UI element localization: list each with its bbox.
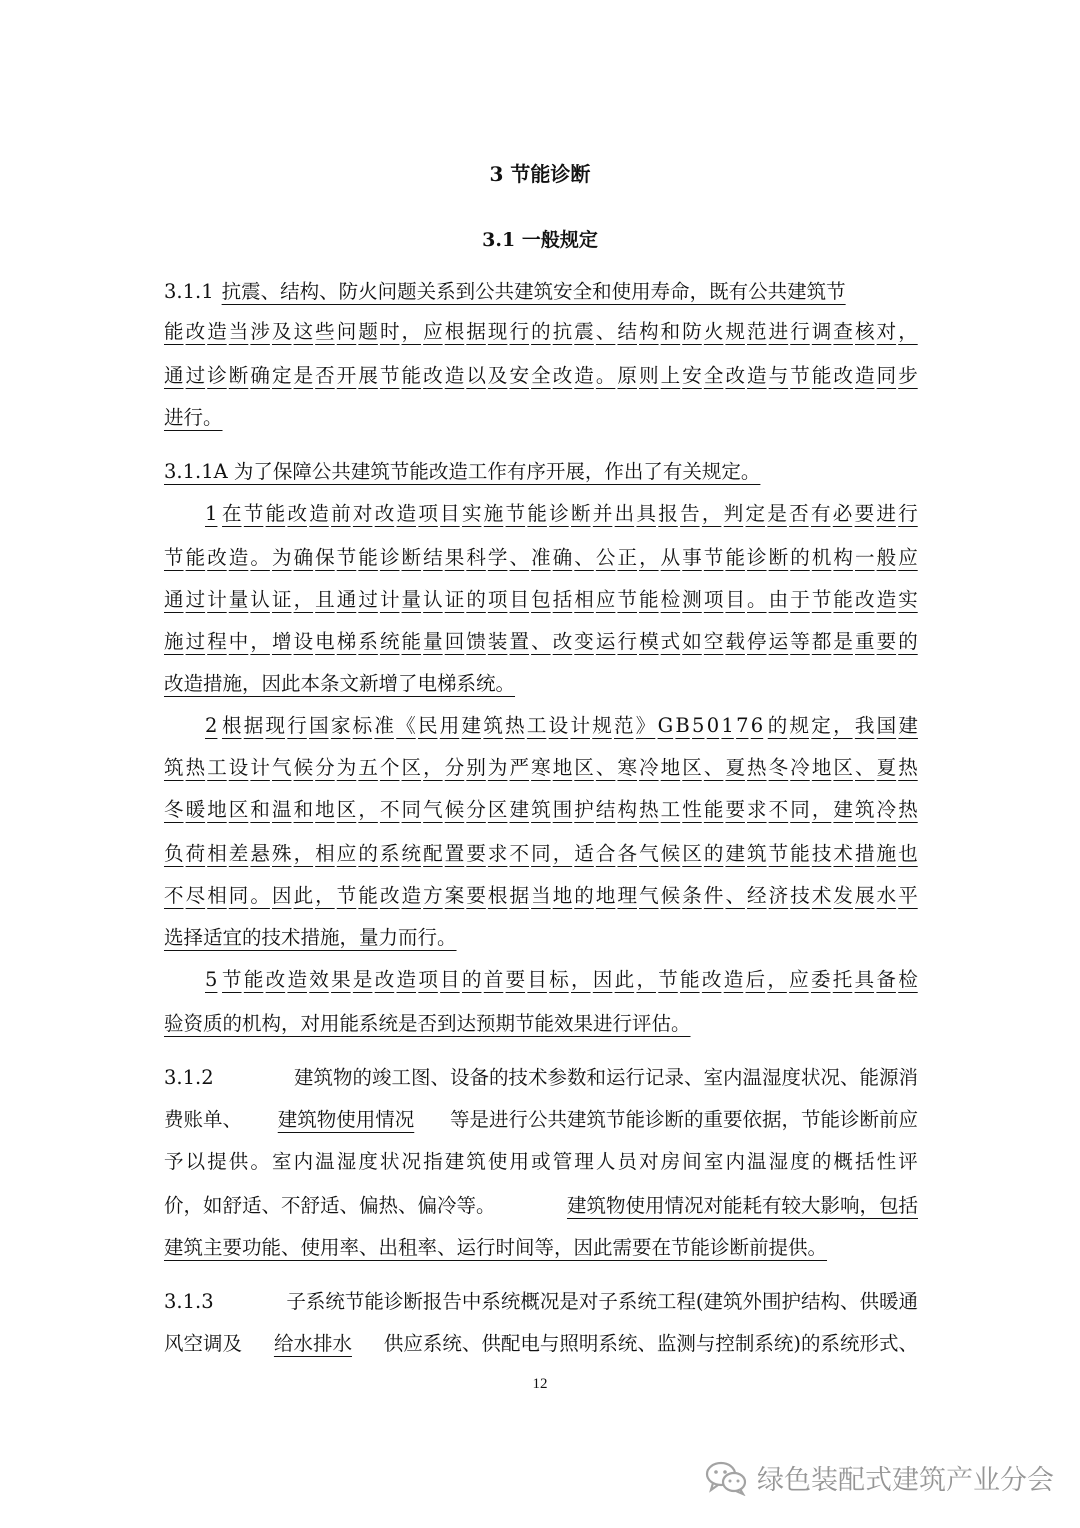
text-line: 1 在 节 能 改 造 前 对 改 造 项 目 实 施 节 能 诊 断 并 出 具 报 告 ， 判 定 是 否 有 必 要 进 行 — [205, 502, 918, 525]
text-run: 价，如舒适、不舒适、偏热、偏冷等。 — [164, 1194, 496, 1217]
text-line: 通 过 计 量 认 证 ， 且 通 过 计 量 认 证 的 项 目 包 括 相 应 节 能 检 测 项 目 。 由 于 节 能 改 造 实 — [164, 588, 918, 611]
text-line — [164, 278, 918, 306]
page-number: 12 — [532, 1376, 548, 1392]
watermark-text: 绿色装配式建筑产业分会 — [757, 1465, 1054, 1496]
text-line: 通 过 诊 断 确 定 是 否 开 展 节 能 改 造 以 及 安 全 改 造 。 原 则 上 安 全 改 造 与 节 能 改 造 同 步 — [164, 364, 918, 387]
text-line: 节 能 改 造 。 为 确 保 节 能 诊 断 结 果 科 学 、 准 确 、 公 正 ， 从 事 节 能 诊 断 的 机 构 一 般 应 — [164, 546, 918, 569]
text-line — [164, 1192, 918, 1220]
text-line: 3.1.1A 为了保障公共建筑节能改造工作有序开展，作出了有关规定。 — [164, 460, 761, 483]
clause-number: 3.1.2 — [164, 1066, 214, 1089]
text-run-underlined: 建筑物使用情况 — [277, 1108, 415, 1131]
text-run: 风空调及 — [164, 1332, 243, 1355]
text-line: 负 荷 相 差 悬 殊 ， 相 应 的 系 统 配 置 要 求 不 同 ， 适 合 各 气 候 区 的 建 筑 节 能 技 术 措 施 也 — [164, 842, 918, 865]
text-line — [164, 1106, 918, 1134]
text-line: 2 根 据 现 行 国 家 标 准 《 民 用 建 筑 热 工 设 计 规 范 》 G B 5 0 1 7 6 的 规 定 ， 我 国 建 — [205, 714, 918, 737]
text-run-underlined: 给水排水 — [273, 1332, 352, 1355]
watermark — [705, 1458, 1054, 1497]
text-line: 施 过 程 中 ， 增 设 电 梯 系 统 能 量 回 馈 装 置 、 改 变 运 行 模 式 如 空 载 停 运 等 都 是 重 要 的 — [164, 630, 918, 653]
text-line: 5 节 能 改 造 效 果 是 改 造 项 目 的 首 要 目 标 ， 因 此 ， 节 能 改 造 后 ， 应 委 托 具 备 检 — [205, 968, 918, 991]
text-line: 不 尽 相 同 。 因 此 ， 节 能 改 造 方 案 要 根 据 当 地 的 地 理 气 候 条 件 、 经 济 技 术 发 展 水 平 — [164, 884, 918, 907]
chapter-title: 3 节能诊断 — [489, 162, 591, 186]
text-line: 改造措施，因此本条文新增了电梯系统。 — [164, 672, 516, 695]
text-line: 能 改 造 当 涉 及 这 些 问 题 时 ， 应 根 据 现 行 的 抗 震 、 结 构 和 防 火 规 范 进 行 调 查 核 对 ， — [164, 320, 918, 343]
text-line: 冬 暖 地 区 和 温 和 地 区 ， 不 同 气 候 分 区 建 筑 围 护 结 构 热 工 性 能 要 求 不 同 ， 建 筑 冷 热 — [164, 798, 918, 821]
text-line — [164, 1330, 918, 1358]
text-run: 等是进行公共建筑节能诊断的重要依据，节能诊断前应 — [449, 1108, 918, 1131]
text-line: 验资质的机构，对用能系统是否到达预期节能效果进行评估。 — [164, 1012, 691, 1035]
wechat-icon — [705, 1460, 749, 1496]
text-run: 费账单、 — [164, 1108, 243, 1131]
text-line — [164, 1288, 918, 1316]
text-run: 抗震、结构、防火问题关系到公共建筑安全和使用寿命，既有公共建筑节 — [221, 280, 846, 303]
text-line: 进行。 — [164, 406, 223, 429]
clause-number: 3.1.3 — [164, 1290, 214, 1313]
text-line: 选择适宜的技术措施，量力而行。 — [164, 926, 457, 949]
text-line: 予 以 提 供 。 室 内 温 湿 度 状 况 指 建 筑 使 用 或 管 理 人 员 对 房 间 室 内 温 湿 度 的 概 括 性 评 — [164, 1150, 918, 1173]
text-run: 子系统节能诊断报告中系统概况是对子系统工程(建筑外围护结构、供暖通 — [286, 1290, 918, 1313]
text-run-underlined: 建筑物使用情况对能耗有较大影响，包括 — [566, 1194, 918, 1217]
section-title: 3.1 一般规定 — [482, 229, 598, 251]
text-run: 建筑物的竣工图、设备的技术参数和运行记录、室内温湿度状况、能源消 — [293, 1066, 918, 1089]
text-line — [164, 1064, 918, 1092]
text-line: 建筑主要功能、使用率、出租率、运行时间等，因此需要在节能诊断前提供。 — [164, 1236, 828, 1259]
text-run: 供应系统、供配电与照明系统、监测与控制系统)的系统形式、 — [383, 1332, 918, 1355]
clause-number: 3.1.1 — [164, 280, 214, 303]
text-line: 筑 热 工 设 计 气 候 分 为 五 个 区 ， 分 别 为 严 寒 地 区 、 寒 冷 地 区 、 夏 热 冬 冷 地 区 、 夏 热 — [164, 756, 918, 779]
